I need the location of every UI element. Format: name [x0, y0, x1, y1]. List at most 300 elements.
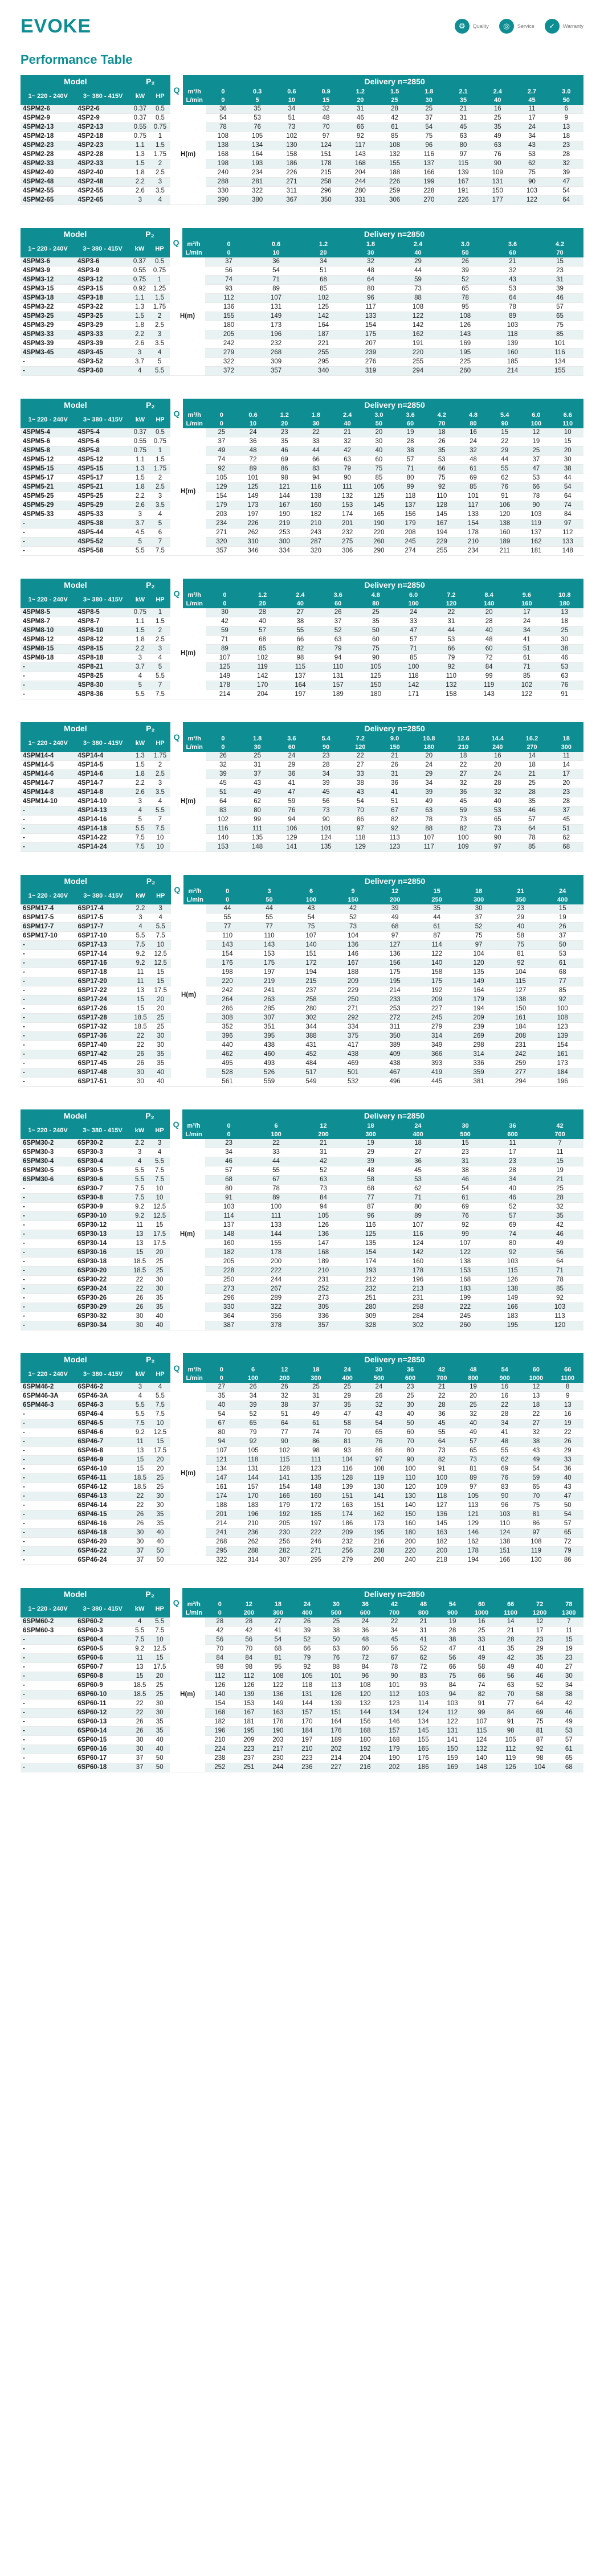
model-single-phase: - [21, 1419, 75, 1428]
table-row [21, 1221, 583, 1230]
power-kw: 30 [130, 1068, 150, 1078]
head-value: 31 [300, 1392, 332, 1401]
m3h-unit: m³/h [183, 1366, 206, 1374]
three-phase-header: 3~ 380 - 415V [75, 1600, 130, 1617]
head-value: 81 [500, 950, 542, 959]
head-value: 125 [363, 492, 394, 501]
head-value: 137 [412, 159, 446, 169]
head-value: 151 [363, 1501, 394, 1510]
table-row [21, 187, 583, 196]
table-row [21, 608, 583, 617]
model-single-phase: - [21, 1636, 75, 1645]
table-row [21, 950, 583, 959]
head-value: 26 [541, 923, 583, 932]
head-value: 148 [552, 547, 584, 556]
head-value: 110 [394, 1474, 426, 1483]
model-single-phase: 4SPM2-9 [21, 114, 75, 123]
head-value: 36 [350, 1627, 379, 1636]
head-value: 114 [205, 1212, 252, 1221]
head-value: 108 [350, 1681, 379, 1690]
table-row [21, 1663, 583, 1672]
flow-m3h: 9 [332, 887, 374, 896]
model-three-phase: 6SP17-40 [76, 1041, 131, 1050]
head-value: 180 [394, 1529, 426, 1538]
model-single-phase: 4SPM5-15 [21, 465, 75, 474]
head-value: 336 [458, 1059, 500, 1068]
head-value: 134 [409, 1718, 438, 1727]
head-value: 174 [206, 1492, 237, 1501]
power-hp: 17.5 [150, 1447, 170, 1456]
model-three-phase: 4SP5-12 [75, 456, 130, 465]
head-value: 94 [438, 1690, 467, 1699]
model-single-phase: - [21, 1510, 75, 1520]
model-three-phase: 6SP17-32 [76, 1023, 131, 1032]
model-single-phase: 4SPM2-55 [21, 187, 75, 196]
power-hp: 12.5 [150, 1428, 170, 1438]
model-single-phase: 4SPM3-9 [21, 267, 75, 276]
head-value: 24 [515, 123, 549, 132]
head-value: 112 [205, 1672, 234, 1681]
head-value: 29 [552, 1447, 584, 1456]
head-value: 62 [409, 1654, 438, 1663]
head-value: 179 [379, 1745, 409, 1754]
head-value: 200 [426, 1547, 458, 1556]
head-value: 20 [412, 752, 446, 761]
head-value: 76 [442, 1212, 489, 1221]
power-kw: 2.2 [130, 330, 149, 339]
flow-lmin: 200 [269, 1374, 300, 1383]
flow-lmin: 40 [480, 96, 515, 105]
head-value: 58 [525, 1690, 554, 1699]
kw-header: kW [130, 1122, 149, 1139]
head-value: 116 [394, 1230, 442, 1239]
model-single-phase: 4SPM5-12 [21, 456, 75, 465]
head-value: 120 [350, 1690, 379, 1699]
m3h-unit: m³/h [182, 240, 205, 249]
head-value: 46 [536, 294, 583, 303]
head-value: 115 [269, 1456, 300, 1465]
head-value: 37 [458, 914, 500, 923]
head-value: 192 [269, 1510, 300, 1520]
head-value: 111 [300, 1456, 332, 1465]
power-hp: 40 [149, 1745, 170, 1754]
power-hp: 7 [150, 816, 170, 825]
single-phase-header: 1~ 220 - 240V [21, 887, 76, 904]
head-value: 133 [252, 1221, 300, 1230]
head-value: 42 [332, 904, 374, 914]
badge-label: Quality [472, 23, 489, 29]
head-value: 166 [489, 1556, 520, 1565]
head-value: 39 [206, 770, 240, 779]
head-value: 139 [332, 1483, 363, 1492]
head-value: 173 [363, 1520, 394, 1529]
head-value: 173 [237, 501, 268, 510]
head-value: 100 [446, 834, 480, 843]
power-kw: 26 [130, 1059, 150, 1068]
head-value: 19 [394, 428, 426, 437]
model-three-phase: 6SP30-6 [75, 1176, 130, 1185]
head-value: 25 [357, 608, 394, 617]
head-value: 107 [206, 1447, 237, 1456]
head-value: 72 [350, 1654, 379, 1663]
power-hp: 40 [149, 1312, 170, 1321]
head-value: 153 [206, 843, 240, 852]
model-single-phase: - [21, 986, 76, 996]
flow-lmin: 300 [458, 896, 500, 904]
head-value: 97 [446, 150, 480, 159]
head-value: 76 [489, 1474, 520, 1483]
q-header: Q [170, 722, 183, 752]
power-kw: 2.2 [130, 178, 150, 187]
head-value: 154 [347, 321, 394, 330]
head-value: 38 [321, 1627, 350, 1636]
m3h-unit: m³/h [183, 887, 206, 896]
power-kw: 0.55 [130, 123, 150, 132]
head-value: 251 [347, 1294, 394, 1303]
head-value: 32 [536, 1203, 583, 1212]
table-row [21, 465, 583, 474]
page-title: Performance Table [21, 52, 133, 67]
flow-m3h: 3.6 [394, 411, 426, 420]
power-hp: 5 [150, 519, 170, 529]
table-row [21, 1501, 583, 1510]
table-row [21, 1690, 583, 1699]
head-value: 85 [363, 474, 394, 483]
head-value: 160 [489, 529, 520, 538]
badge-warranty [545, 19, 583, 34]
flow-lmin: 140 [470, 600, 508, 608]
head-value: 189 [300, 1258, 347, 1267]
flow-m3h: 0.6 [275, 88, 309, 96]
power-kw: 7.5 [130, 1636, 149, 1645]
model-single-phase: 6SPM46-2 [21, 1383, 75, 1392]
head-value: 387 [205, 1321, 252, 1330]
head-value: 23 [442, 1148, 489, 1157]
head-value: 74 [552, 501, 584, 510]
head-value: 177 [480, 196, 515, 205]
power-kw: 15 [130, 1005, 150, 1014]
head-value: 205 [205, 1258, 252, 1267]
unit-header [183, 1353, 206, 1366]
single-phase-header: 1~ 220 - 240V [21, 591, 75, 608]
power-kw: 3 [130, 196, 150, 205]
head-value: 100 [395, 663, 432, 672]
head-value: 111 [252, 1212, 300, 1221]
head-value: 194 [458, 1556, 489, 1565]
head-value: 295 [300, 1556, 332, 1565]
flow-lmin: 60 [319, 600, 357, 608]
head-value: 14 [515, 752, 549, 761]
head-value: 52 [319, 626, 357, 636]
head-value: 526 [248, 1068, 291, 1078]
flow-lmin: 160 [508, 600, 545, 608]
flow-lmin: 60 [394, 420, 426, 428]
head-value: 35 [206, 1392, 237, 1401]
head-value: 103 [489, 321, 536, 330]
head-value: 23 [309, 752, 343, 761]
lmin-unit: L/min [182, 1131, 205, 1139]
head-value: 124 [489, 1529, 520, 1538]
header [0, 0, 604, 52]
head-value: 78 [489, 303, 536, 312]
head-value: 25 [300, 1383, 332, 1392]
head-value: 110 [319, 663, 357, 672]
table-row [21, 977, 583, 986]
power-kw: 18.5 [130, 1483, 150, 1492]
power-kw: 2.6 [130, 788, 150, 797]
power-hp: 2.5 [149, 321, 170, 330]
model-single-phase: 6SPM60-3 [21, 1627, 75, 1636]
head-value: 73 [300, 1185, 347, 1194]
power-hp: 30 [150, 1041, 171, 1050]
head-value: 310 [237, 538, 268, 547]
head-value: 154 [206, 492, 237, 501]
head-value: 145 [426, 1520, 458, 1529]
head-value: 15 [489, 428, 520, 437]
head-value: 178 [458, 529, 489, 538]
flow-m3h: 2.7 [515, 88, 549, 96]
head-value: 123 [541, 1023, 583, 1032]
model-single-phase: 4SPM3-33 [21, 330, 75, 339]
power-hp: 17.5 [149, 1663, 170, 1672]
power-kw: 13 [130, 1239, 149, 1248]
power-hp: 40 [150, 1529, 170, 1538]
head-value: 31 [446, 114, 480, 123]
power-kw: 0.37 [130, 105, 150, 114]
head-value: 90 [309, 816, 343, 825]
power-kw: 30 [130, 1529, 150, 1538]
head-value: 110 [426, 492, 458, 501]
head-value: 75 [515, 169, 549, 178]
model-single-phase: - [21, 1276, 75, 1285]
power-hp: 7.5 [149, 1176, 170, 1185]
model-single-phase: - [21, 1672, 75, 1681]
table-row [21, 654, 583, 663]
head-value: 102 [244, 654, 281, 663]
head-value: 148 [467, 1763, 496, 1772]
badge-label: Warranty [562, 23, 583, 29]
flow-lmin: 800 [458, 1374, 489, 1383]
head-value: 7 [554, 1617, 583, 1627]
power-kw: 5 [130, 538, 150, 547]
head-value: 136 [426, 1510, 458, 1520]
head-value: 29 [332, 1392, 363, 1401]
single-phase-header: 1~ 220 - 240V [21, 411, 75, 428]
head-value: 43 [520, 1447, 552, 1456]
table-row [21, 797, 583, 806]
performance-table [21, 399, 583, 556]
head-value: 41 [508, 636, 545, 645]
power-kw: 3 [130, 654, 150, 663]
head-value: 98 [525, 1754, 554, 1763]
head-value: 84 [438, 1681, 467, 1690]
head-value: 96 [347, 1212, 394, 1221]
table-row [21, 1636, 583, 1645]
head-value: 24 [480, 770, 515, 779]
power-hp: 30 [149, 1285, 170, 1294]
head-value: 76 [240, 123, 275, 132]
head-value: 255 [394, 358, 442, 367]
head-value: 46 [546, 654, 583, 663]
model-single-phase: - [21, 1754, 75, 1763]
head-value: 115 [467, 1727, 496, 1736]
power-kw: 9.2 [130, 1203, 149, 1212]
head-label: H(m) [170, 1383, 206, 1565]
head-value: 64 [269, 1419, 300, 1428]
table-row [21, 150, 583, 159]
head-value: 148 [205, 1230, 252, 1239]
model-three-phase: 4SP3-60 [75, 367, 130, 376]
hp-header: HP [150, 88, 170, 105]
head-value: 48 [347, 1166, 394, 1176]
power-hp: 0.5 [150, 114, 170, 123]
head-value: 49 [496, 1663, 525, 1672]
head-value: 28 [496, 1636, 525, 1645]
model-three-phase: 6SP30-22 [75, 1276, 130, 1285]
head-value: 41 [409, 1636, 438, 1645]
hp-header: HP [150, 887, 171, 904]
head-value: 32 [363, 1401, 394, 1410]
head-value: 242 [206, 986, 248, 996]
head-value: 37 [541, 932, 583, 941]
flow-lmin: 0 [206, 896, 248, 904]
model-single-phase: - [21, 529, 75, 538]
table-row [21, 690, 583, 699]
flow-lmin: 5 [240, 96, 275, 105]
table-row [21, 1212, 583, 1221]
head-value: 48 [489, 1438, 520, 1447]
head-value: 178 [394, 1267, 442, 1276]
head-value: 56 [205, 1636, 234, 1645]
model-single-phase: 6SPM17-5 [21, 914, 76, 923]
head-value: 59 [520, 1474, 552, 1483]
model-single-phase: - [21, 672, 75, 681]
head-value: 105 [496, 1736, 525, 1745]
head-value: 51 [508, 645, 545, 654]
flow-m3h: 48 [458, 1366, 489, 1374]
head-value: 137 [520, 529, 552, 538]
head-value: 131 [480, 178, 515, 187]
head-value: 462 [206, 1050, 248, 1059]
head-value: 20 [549, 779, 583, 788]
head-label: H(m) [170, 752, 206, 852]
flow-lmin: 300 [347, 1131, 394, 1139]
model-single-phase: - [21, 1212, 75, 1221]
model-three-phase: 6SP46-3 [75, 1401, 130, 1410]
head-value: 24 [458, 437, 489, 447]
head-value: 160 [394, 1258, 442, 1267]
head-value: 26 [442, 257, 489, 267]
flow-lmin: 400 [394, 1131, 442, 1139]
head-value: 561 [206, 1078, 248, 1087]
head-value: 34 [489, 1176, 536, 1185]
head-value: 117 [343, 141, 377, 150]
model-three-phase: 6SP46-2 [75, 1383, 130, 1392]
head-value: 140 [205, 1690, 234, 1699]
head-value: 86 [552, 1556, 584, 1565]
head-value: 89 [252, 1194, 300, 1203]
head-value: 166 [269, 1492, 300, 1501]
table-row [21, 303, 583, 312]
head-value: 223 [234, 1745, 263, 1754]
power-kw: 5.5 [130, 825, 150, 834]
head-value: 242 [500, 1050, 542, 1059]
flow-m3h: 0 [206, 1366, 237, 1374]
model-three-phase: 6SP60-12 [75, 1709, 130, 1718]
head-value: 121 [269, 483, 300, 492]
head-value: 118 [489, 330, 536, 339]
head-value: 28 [489, 1410, 520, 1419]
table-row [21, 1185, 583, 1194]
model-single-phase: 4SPM5-25 [21, 492, 75, 501]
head-value: 49 [467, 1654, 496, 1663]
power-kw: 37 [130, 1556, 150, 1565]
head-value: 218 [426, 1556, 458, 1565]
head-value: 77 [541, 977, 583, 986]
power-hp: 15 [149, 1654, 170, 1663]
head-value: 296 [205, 1294, 252, 1303]
head-value: 53 [520, 474, 552, 483]
flow-m3h: 66 [496, 1600, 525, 1609]
head-value: 32 [549, 159, 583, 169]
flow-m3h: 60 [467, 1600, 496, 1609]
table-row [21, 1294, 583, 1303]
head-value: 164 [458, 986, 500, 996]
head-value: 25 [467, 1627, 496, 1636]
power-kw: 0.75 [130, 276, 149, 285]
head-value: 232 [347, 1285, 394, 1294]
flow-lmin: 200 [300, 1131, 347, 1139]
head-value: 76 [546, 681, 583, 690]
head-value: 210 [205, 1736, 234, 1745]
head-value: 208 [500, 1032, 542, 1041]
flow-m3h: 48 [409, 1600, 438, 1609]
power-kw: 2.6 [130, 501, 150, 510]
model-single-phase: - [21, 843, 75, 852]
head-value: 29 [394, 257, 442, 267]
power-kw: 0.75 [130, 608, 150, 617]
head-value: 501 [332, 1068, 374, 1078]
head-value: 149 [458, 977, 500, 986]
head-value: 144 [350, 1709, 379, 1718]
model-header: Model [21, 579, 130, 591]
p2-header: P₂ [130, 579, 170, 591]
power-hp: 3 [150, 492, 170, 501]
head-value: 211 [489, 547, 520, 556]
performance-table [21, 1109, 583, 1330]
head-value: 132 [332, 492, 363, 501]
head-value: 277 [500, 1068, 542, 1078]
head-value: 48 [237, 447, 268, 456]
head-value: 107 [467, 1718, 496, 1727]
table-row [21, 788, 583, 797]
head-value: 238 [205, 1754, 234, 1763]
model-single-phase: 4SPM14-10 [21, 797, 75, 806]
head-value: 182 [426, 1538, 458, 1547]
head-value: 38 [269, 1401, 300, 1410]
head-value: 393 [416, 1059, 458, 1068]
head-value: 49 [520, 1456, 552, 1465]
model-three-phase: 4SP14-4 [75, 752, 130, 761]
flow-m3h: 5.4 [309, 735, 343, 743]
head-value: 34 [508, 626, 545, 636]
power-kw: 1.3 [130, 303, 149, 312]
head-value: 57 [515, 816, 549, 825]
power-hp: 30 [150, 1492, 170, 1501]
head-value: 117 [412, 843, 446, 852]
power-kw: 22 [130, 1699, 149, 1709]
head-value: 290 [363, 547, 394, 556]
